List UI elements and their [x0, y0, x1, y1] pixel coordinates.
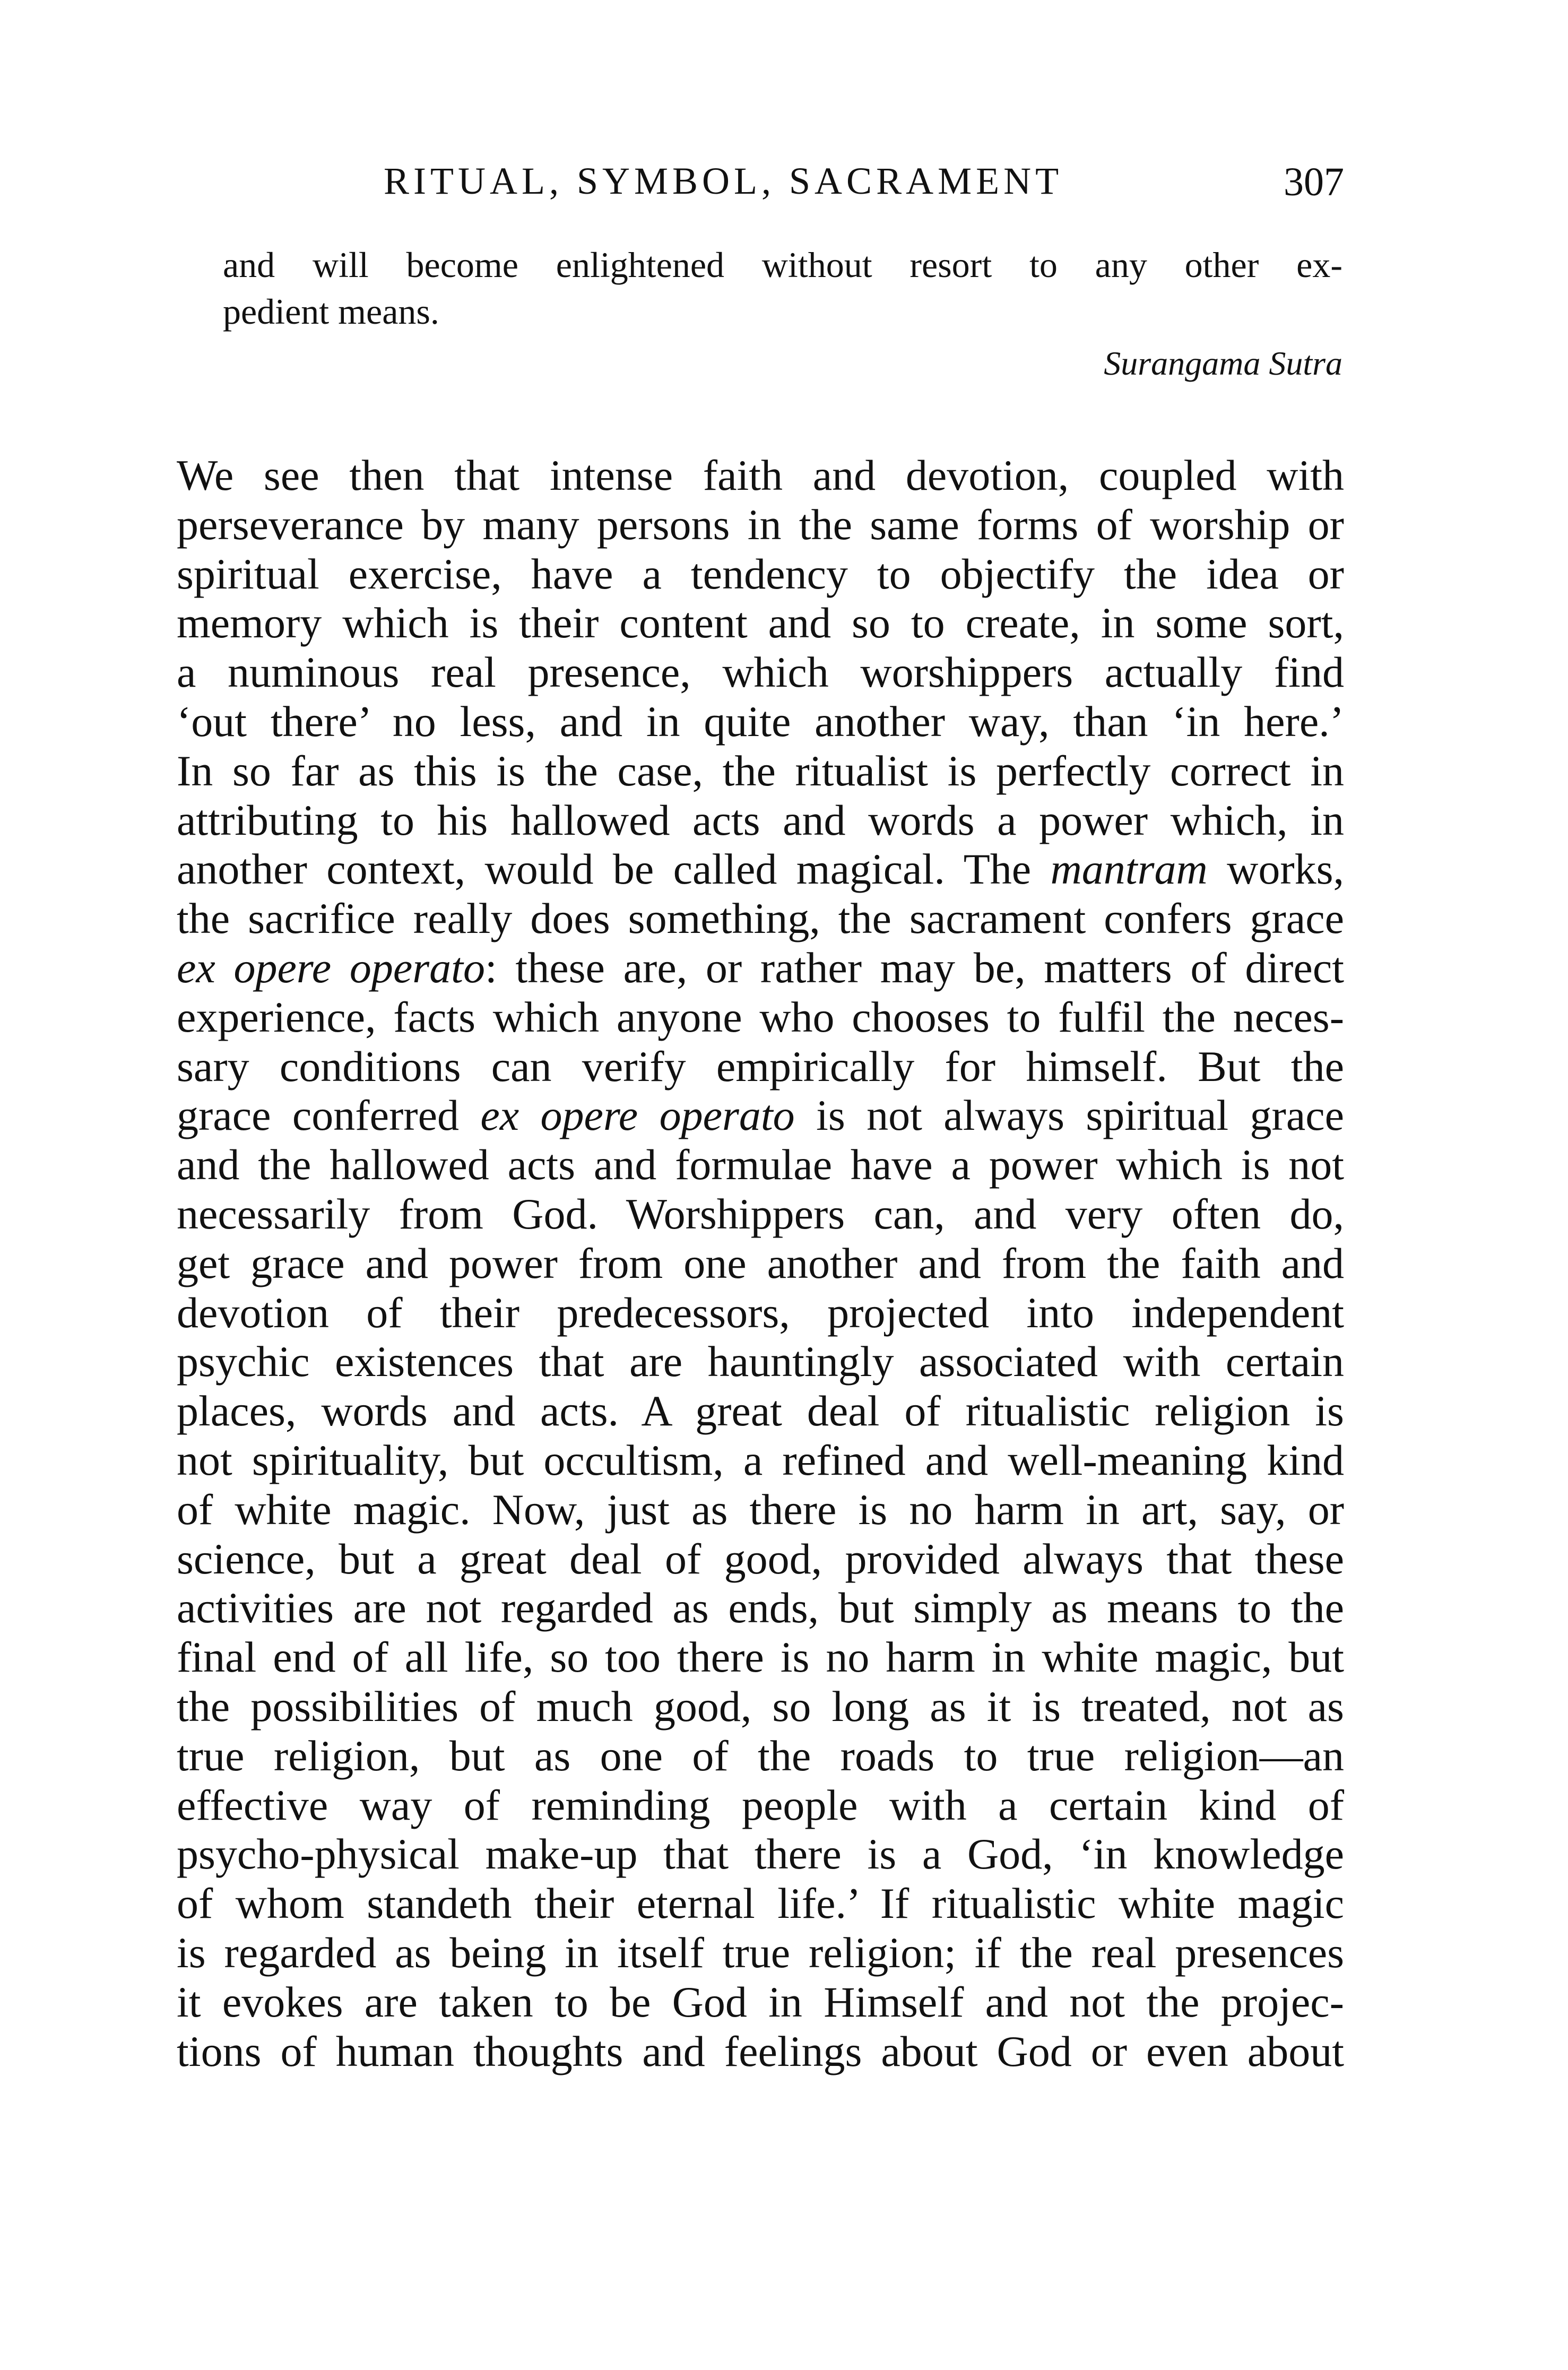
text-run: devotion of their predecessors, projected into independent — [177, 1288, 1345, 1337]
text-run: We see then that intense faith and devotion, coupled with — [177, 451, 1345, 499]
body-line — [177, 1387, 1344, 1436]
text-run: true religion, but as one of the roads to true religion—an — [177, 1731, 1345, 1780]
text-run: another context, would be called magical. The — [177, 845, 1051, 894]
text-run: not spirituality, but occultism, a refined and well-meaning kind — [177, 1435, 1345, 1484]
body-line — [177, 1682, 1344, 1732]
body-line — [177, 500, 1344, 550]
page-header — [177, 159, 1344, 228]
body-line — [177, 2027, 1344, 2077]
body-line — [177, 697, 1344, 747]
body-line — [177, 1830, 1344, 1879]
text-run: final end of all life, so too there is no harm in white magic, but — [177, 1633, 1345, 1682]
text-run: it evokes are taken to be God in Himself and not the projec- — [177, 1977, 1344, 2026]
body-line — [177, 1633, 1344, 1682]
body-line — [177, 550, 1344, 599]
body-line — [177, 747, 1344, 796]
italic-text: ex opere operato — [177, 943, 485, 992]
body-line — [177, 1879, 1344, 1928]
text-run: science, but a great deal of good, provided always that these — [177, 1534, 1345, 1583]
text-run: In so far as this is the case, the ritualist is perfectly correct in — [177, 746, 1345, 795]
text-run: places, words and acts. A great deal of ritualistic religion is — [177, 1387, 1344, 1435]
body-line — [177, 1535, 1344, 1584]
text-run: tions of human thoughts and feelings about God or even about — [177, 2027, 1344, 2075]
text-run: the possibilities of much good, so long as it is treated, not as — [177, 1682, 1344, 1731]
text-run: experience, facts which anyone who chooses to fulfil the neces- — [177, 992, 1344, 1041]
text-run: attributing to his hallowed acts and words a power which, in — [177, 795, 1344, 844]
body-line — [177, 1978, 1344, 2027]
body-line — [177, 796, 1344, 845]
text-run: is not always spiritual grace — [794, 1091, 1345, 1140]
body-line — [177, 1190, 1344, 1239]
text-run: get grace and power from one another and from the faith and — [177, 1239, 1344, 1287]
body-line — [177, 648, 1344, 697]
text-run: the sacrifice really does something, the sacrament confers grace — [177, 894, 1345, 943]
epigraph-quote — [223, 241, 1342, 390]
text-run: psycho-physical make-up that there is a God, ‘in knowledge — [177, 1830, 1344, 1879]
body-line — [177, 1042, 1344, 1092]
body-line — [177, 894, 1344, 944]
text-run: : these are, or rather may be, matters of direct — [484, 943, 1345, 992]
body-line — [177, 1337, 1344, 1387]
text-run: ‘out there’ no less, and in quite another way, than ‘in here.’ — [177, 697, 1345, 746]
body-line — [177, 451, 1344, 500]
body-line — [177, 1140, 1344, 1190]
body-line — [177, 1239, 1344, 1288]
body-line — [177, 993, 1344, 1042]
body-line — [177, 1732, 1344, 1781]
text-run: activities are not regarded as ends, but simply as means to the — [177, 1584, 1344, 1632]
text-run: sary conditions can verify empirically for himself. But the — [177, 1042, 1344, 1091]
text-run: grace conferred — [177, 1091, 481, 1140]
text-run: necessarily from God. Worshippers can, and very often do, — [177, 1189, 1344, 1238]
quote-line: and will become enlightened without resort to any other ex- — [223, 245, 1342, 285]
body-line — [177, 1584, 1344, 1633]
text-run: perseverance by many persons in the same forms of worship or — [177, 500, 1344, 549]
italic-text: ex opere operato — [480, 1091, 795, 1140]
text-run: works, — [1207, 845, 1345, 894]
text-run: a numinous real presence, which worshippers actually find — [177, 648, 1344, 697]
body-line — [177, 599, 1344, 648]
body-line — [177, 1928, 1344, 1978]
running-head: RITUAL, SYMBOL, SACRAMENT — [384, 160, 1063, 202]
text-run: spiritual exercise, have a tendency to objectify the idea or — [177, 549, 1344, 598]
body-line — [177, 944, 1344, 993]
text-run: of whom standeth their eternal life.’ If ritualistic white magic — [177, 1879, 1344, 1928]
text-run: memory which is their content and so to create, in some sort, — [177, 599, 1344, 647]
text-run: of white magic. Now, just as there is no harm in art, say, or — [177, 1485, 1345, 1534]
text-run: is regarded as being in itself true religion; if the real presences — [177, 1928, 1345, 1977]
body-line — [177, 1781, 1344, 1830]
body-line — [177, 1091, 1344, 1140]
body-paragraph — [177, 451, 1344, 2076]
text-run: psychic existences that are hauntingly associated with certain — [177, 1337, 1344, 1386]
body-line — [177, 845, 1344, 894]
quote-line: pedient means. — [223, 291, 439, 332]
text-run: effective way of reminding people with a certain kind of — [177, 1780, 1345, 1829]
quote-attribution: Surangama Sutra — [1104, 344, 1342, 382]
text-run: and the hallowed acts and formulae have a power which is not — [177, 1140, 1344, 1189]
page-number: 307 — [1284, 160, 1344, 204]
body-line — [177, 1288, 1344, 1338]
italic-text: mantram — [1050, 845, 1208, 894]
body-line — [177, 1436, 1344, 1485]
body-line — [177, 1485, 1344, 1535]
